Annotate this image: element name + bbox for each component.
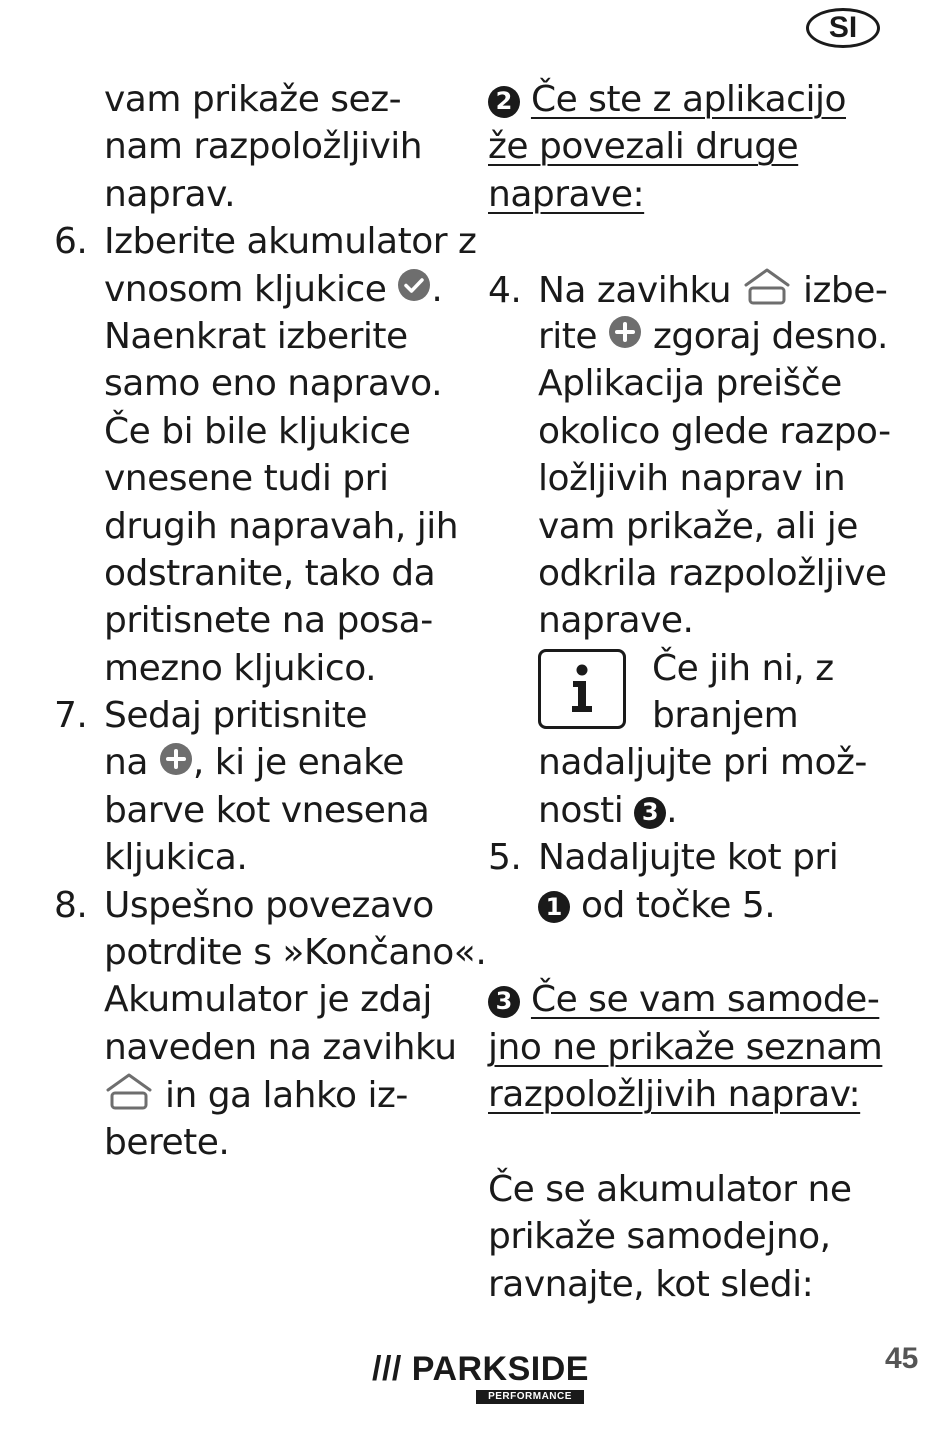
page-number: 45: [885, 1342, 919, 1375]
heading-line: [488, 1024, 888, 1071]
info-text: [652, 645, 834, 740]
text-line: mezno kljukico.: [104, 647, 377, 689]
step-6: [54, 218, 477, 265]
step-4: [488, 266, 888, 313]
text-line: [54, 266, 454, 313]
heading-text: jno ne prikaže seznam: [488, 1026, 883, 1068]
text-span: od točke 5.: [570, 884, 776, 926]
text-line: Izberite akumulator z: [104, 221, 477, 263]
step-number: 5.: [488, 837, 522, 879]
plus-circle-icon: [159, 741, 193, 788]
text-line: nadaljujte pri mož-: [538, 742, 867, 784]
plus-circle-icon: [608, 314, 642, 361]
text-line: prikaže samodejno,: [488, 1216, 831, 1258]
text-span: vnosom kljukice: [104, 268, 387, 310]
parkside-logo: [372, 1350, 588, 1410]
home-tab-icon: [742, 266, 792, 318]
text-line: Uspešno povezavo: [104, 884, 434, 926]
text-line: Aplikacija preišče: [538, 363, 842, 405]
section-3-heading: [488, 976, 888, 1023]
text-line: Če se akumulator ne: [488, 1169, 852, 1210]
heading-text: Če se vam samode-: [530, 979, 880, 1021]
heading-line: [488, 1071, 888, 1118]
spacer: [488, 1119, 888, 1166]
text-line: naveden na zavihku: [104, 1026, 457, 1068]
text-line: drugih napravah, jih: [104, 505, 459, 547]
text-line: odkrila razpoložljive: [538, 552, 887, 594]
text-line: potrdite s »Končano«.: [104, 932, 487, 974]
text-line: [54, 1071, 454, 1118]
step-number: 8.: [54, 884, 88, 926]
heading-text: Če ste z aplikacijo: [530, 79, 846, 120]
text-span: .: [666, 789, 678, 831]
step-number: 7.: [54, 695, 88, 737]
text-line: kljukica.: [104, 837, 248, 879]
section-marker: 3: [488, 986, 520, 1018]
text-line: Naenkrat izberite: [104, 315, 408, 357]
heading-text: naprave:: [488, 173, 645, 215]
text-line: ložljivih naprav in: [538, 458, 846, 500]
step-number: 6.: [54, 221, 88, 263]
option-marker: 1: [538, 891, 570, 923]
brand-name: /// PARKSIDE: [372, 1350, 589, 1388]
language-badge: SI: [806, 8, 880, 48]
text-line: vam prikaže sez-: [104, 79, 402, 120]
step-5: [488, 834, 888, 881]
spacer: [488, 218, 888, 265]
left-column: [54, 76, 487, 1166]
text-line: ravnajte, kot sledi:: [488, 1263, 814, 1305]
info-box-icon: [538, 649, 626, 729]
text-span: izbe-: [792, 269, 888, 311]
step-7: [54, 692, 454, 739]
text-span: rite: [538, 315, 598, 357]
text-line: naprav.: [104, 173, 236, 215]
text-line: Če jih ni, z: [652, 647, 834, 689]
text-span: nosti: [538, 789, 624, 831]
text-line: barve kot vnesena: [104, 789, 430, 831]
text-line: Akumulator je zdaj: [104, 979, 432, 1021]
heading-text: že povezali druge: [488, 126, 799, 168]
text-span: .: [431, 268, 443, 310]
option-marker: 3: [634, 797, 666, 829]
text-line: naprave.: [538, 600, 694, 642]
text-line: vnesene tudi pri: [104, 458, 389, 500]
heading-line: [488, 171, 888, 218]
text-line: pritisnete na posa-: [104, 600, 433, 642]
home-tab-icon: [104, 1071, 154, 1123]
text-line: samo eno napravo.: [104, 363, 443, 405]
brand-sub: PERFORMANCE: [476, 1390, 584, 1404]
text-line: Nadaljujte kot pri: [538, 837, 839, 879]
right-column: [488, 76, 891, 1308]
step-8: [54, 882, 454, 929]
info-note: [488, 645, 888, 740]
step-number: 4.: [488, 269, 522, 311]
text-line: berete.: [104, 1121, 230, 1163]
text-line: [488, 882, 888, 929]
heading-line: [488, 123, 888, 170]
text-span: na: [104, 742, 148, 784]
check-circle-icon: [397, 267, 431, 314]
text-span: Na zavihku: [538, 269, 732, 311]
text-span: , ki je enake: [192, 742, 404, 784]
text-line: Če bi bile kljukice: [104, 410, 411, 452]
spacer: [488, 929, 888, 976]
text-line: [488, 313, 888, 360]
text-line: vam prikaže, ali je: [538, 505, 858, 547]
section-2-heading: [488, 76, 888, 123]
text-line: [54, 739, 454, 786]
text-line: okolico glede razpo-: [538, 410, 891, 452]
text-line: [488, 787, 888, 834]
text-span: zgoraj desno.: [642, 315, 888, 357]
text-line: odstranite, tako da: [104, 552, 436, 594]
heading-text: razpoložljivih naprav:: [488, 1074, 861, 1116]
text-line: nam razpoložljivih: [104, 126, 423, 168]
section-marker: 2: [488, 86, 520, 118]
text-line: Sedaj pritisnite: [104, 695, 367, 737]
text-line: branjem: [652, 695, 799, 737]
text-span: in ga lahko iz-: [154, 1075, 408, 1117]
